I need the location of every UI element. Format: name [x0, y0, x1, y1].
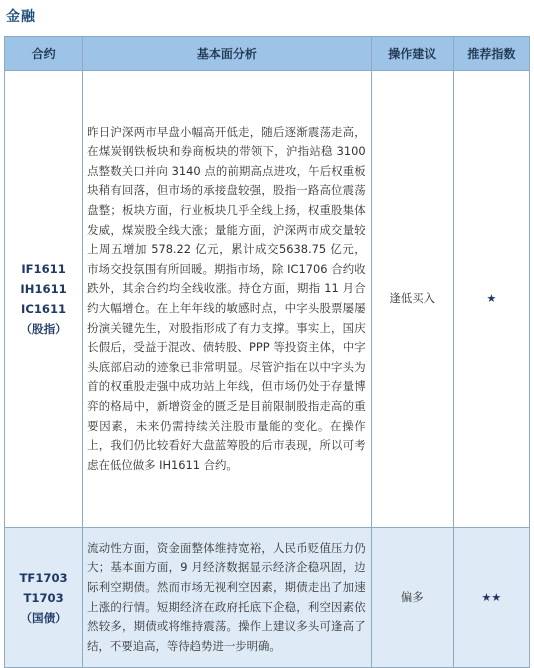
analysis-cell: 流动性方面，资金面整体维持宽裕，人民币贬值压力仍大；基本面方面，9 月经济数据显示经济企稳巩固，边际利空期债。然而市场无视利空因素，期债走出了加速上涨的行情。短期经济在政府托底下企稳，利空因素依然较多，期债或将维持震荡。操作上建议多头可逢高了结，不要追高，等待趋势进一步明确。	[83, 528, 372, 668]
advice-cell: 偏多	[371, 528, 453, 668]
contract-category: （国债）	[20, 610, 67, 625]
contract-code: TF1703	[19, 570, 68, 585]
contract-cell	[5, 528, 83, 668]
contract-code: IF1611	[21, 262, 66, 276]
table-row	[5, 71, 530, 528]
header-rating: 推荐指数	[453, 37, 529, 71]
contract-code: IH1611	[20, 282, 67, 296]
contract-category: （股指）	[20, 322, 67, 336]
advice-cell: 逢低买入	[371, 71, 453, 528]
table-header-row	[5, 37, 530, 71]
section-title: 金融	[6, 9, 36, 25]
futures-table	[4, 36, 530, 668]
contract-code: IC1611	[21, 302, 67, 316]
rating-stars: ★	[453, 71, 529, 528]
analysis-cell: 昨日沪深两市早盘小幅高开低走，随后逐渐震荡走高，在煤炭钢铁板块和券商板块的带领下，沪指站稳 3100 点整数关口并向 3140 点的前期高点进攻，午后权重板块稍有回落，但市场的承接盘较强，股指一路高位震荡盘整；板块方面，行业板块几乎全线上扬，权重股集体发威，煤炭股全线大涨；量能方面，沪深两市成交量较上周五增加 578.22 亿元，累计成交5638.75 亿元，市场交投氛围有所回暖。期指市场，除 IC1706 合约收跌外，其余合约均全线收涨。持仓方面，期指 11 月合约大幅增仓。在上年年线的敏感时点，中字头股票屡屡扮演关键先生，对股指形成了有力支撑。事实上，国庆长假后，受益于混改、债转股、PPP 等投资主体，中字头底部启动的迹象已非常明显。尽管沪指在以中字头为首的权重股走强中成功站上年线，但市场仍处于存量博弈的格局中，新增资金的匮乏是目前限制股指走高的重要因素，未来仍需持续关注股市量能的变化。在操作上，我们仍比较看好大盘蓝筹股的后市表现，所以可考虑在低位做多 IH1611 合约。	[83, 71, 372, 528]
header-advice: 操作建议	[371, 37, 453, 71]
table-row	[5, 528, 530, 668]
header-contract: 合约	[5, 37, 83, 71]
contract-cell	[5, 71, 83, 528]
rating-stars: ★★	[453, 528, 529, 668]
header-analysis: 基本面分析	[83, 37, 372, 71]
contract-code: T1703	[23, 590, 64, 605]
